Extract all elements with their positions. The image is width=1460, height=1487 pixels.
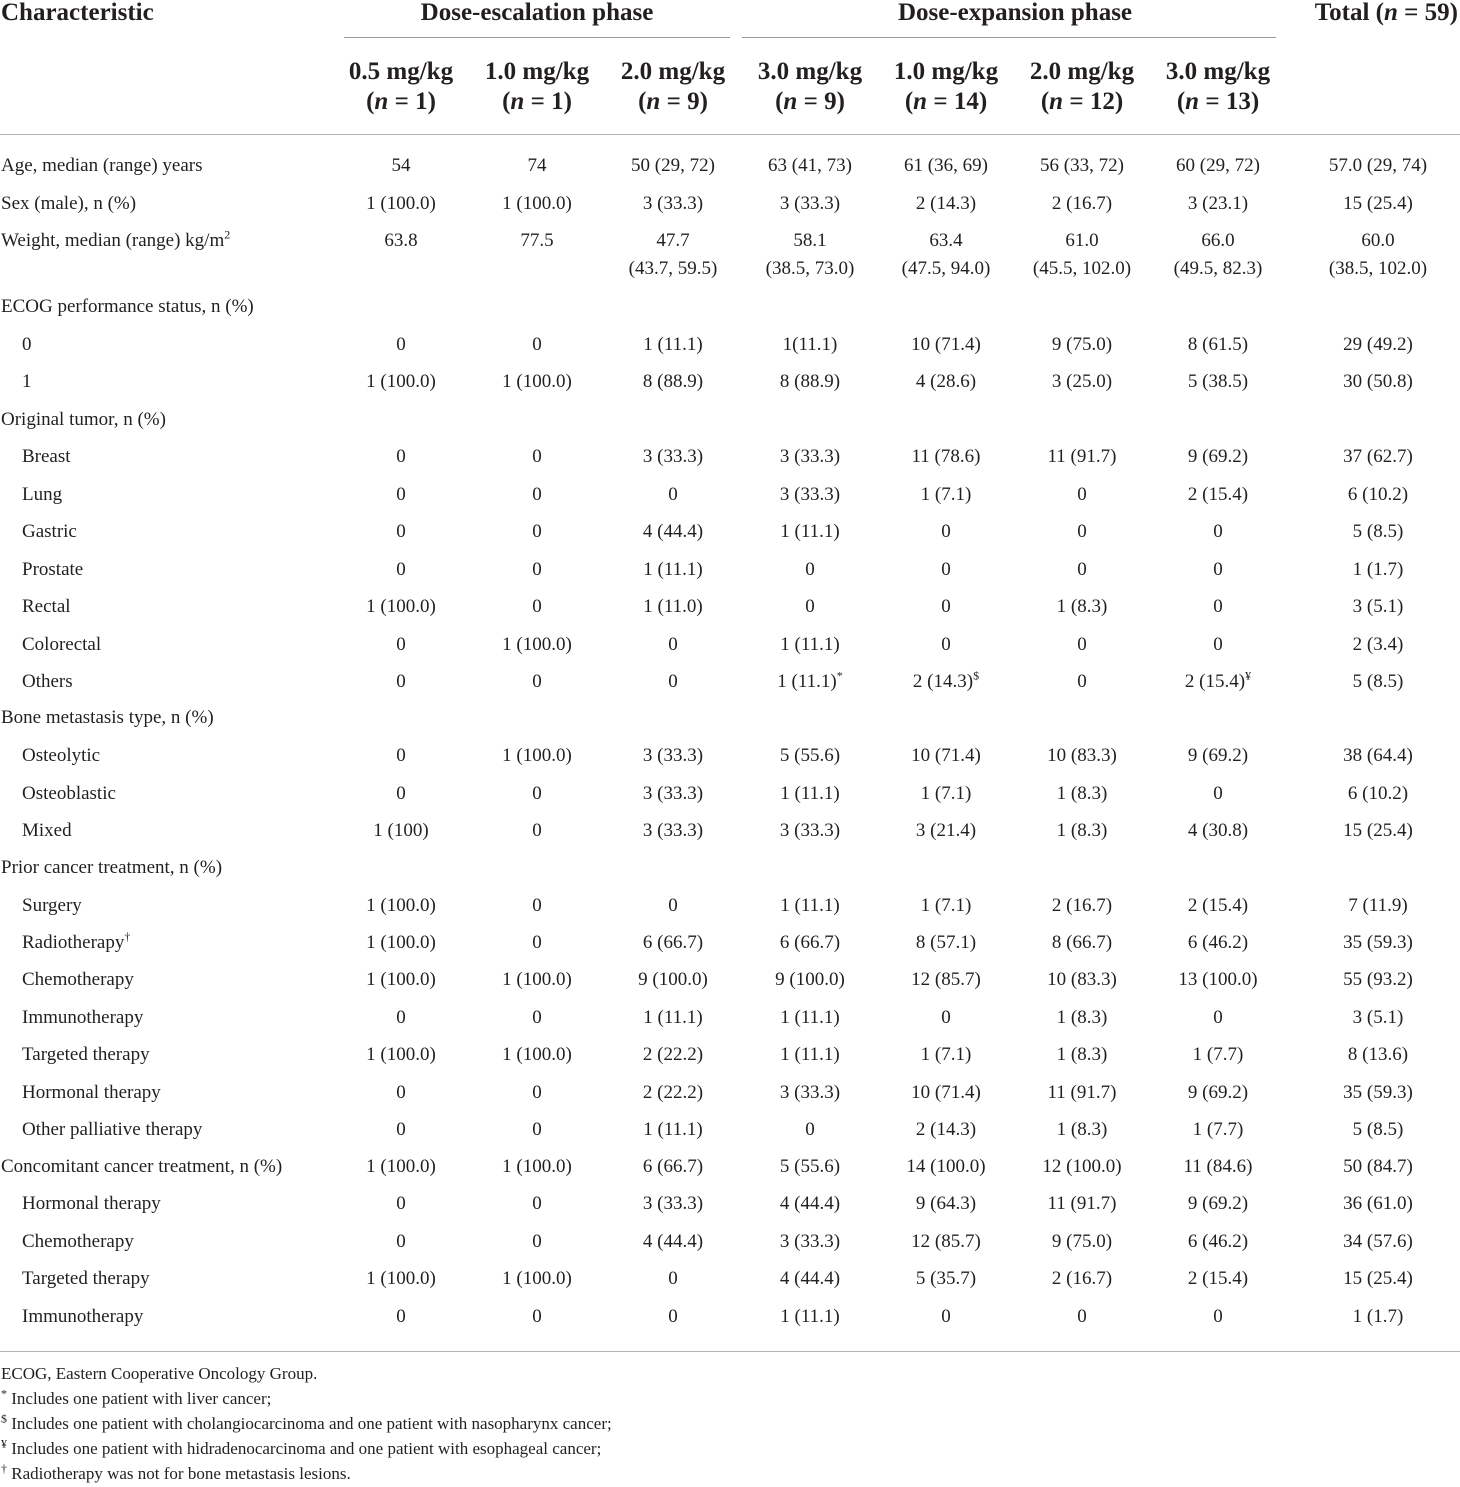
row-label: Prior cancer treatment, n (%) bbox=[1, 857, 223, 878]
table-cell: 1 (11.1) bbox=[780, 895, 840, 916]
table-cell: 13 (100.0) bbox=[1178, 969, 1258, 990]
table-cell: 1 (11.1) bbox=[780, 1007, 840, 1028]
table-cell-total: 50 (84.7) bbox=[1343, 1156, 1413, 1177]
table-cell: 0 bbox=[1077, 484, 1087, 505]
table-cell: 0 bbox=[668, 634, 678, 655]
table-cell: 0 bbox=[532, 932, 542, 953]
table-cell: 77.5 bbox=[520, 230, 554, 251]
table-cell: 0 bbox=[396, 1306, 406, 1327]
table-cell-total: 34 (57.6) bbox=[1343, 1231, 1413, 1252]
table-cell: 2 (15.4)¥ bbox=[1184, 668, 1252, 692]
table-cell: 1 (11.0) bbox=[643, 596, 703, 617]
table-cell: 9 (100.0) bbox=[638, 969, 708, 990]
row-label: Colorectal bbox=[22, 634, 102, 655]
row-label: Age, median (range) years bbox=[1, 155, 203, 176]
table-cell: 0 bbox=[805, 596, 815, 617]
table-cell: 8 (88.9) bbox=[642, 371, 704, 392]
table-cell: 3 (21.4) bbox=[915, 820, 977, 841]
row-label: Hormonal therapy bbox=[22, 1082, 161, 1103]
table-cell: 0 bbox=[532, 1193, 542, 1214]
table-cell: 10 (83.3) bbox=[1047, 745, 1117, 766]
table-cell: 0 bbox=[1077, 521, 1087, 542]
row-label: Concomitant cancer treatment, n (%) bbox=[1, 1156, 283, 1177]
table-cell-total: 35 (59.3) bbox=[1343, 932, 1413, 953]
table-cell: 3 (33.3) bbox=[779, 820, 841, 841]
row-label: Bone metastasis type, n (%) bbox=[1, 707, 214, 728]
table-cell: 3 (33.3) bbox=[642, 193, 704, 214]
table-cell: 4 (44.4) bbox=[642, 1231, 704, 1252]
table-cell-total: 3 (5.1) bbox=[1352, 1007, 1404, 1028]
table-cell-total: 36 (61.0) bbox=[1343, 1193, 1413, 1214]
row-label: Weight, median (range) $kg/m^2$ bbox=[1, 227, 231, 251]
table-cell: 0 bbox=[941, 1007, 951, 1028]
row-label: Prostate bbox=[22, 559, 84, 580]
table-cell: 6 (66.7) bbox=[642, 1156, 704, 1177]
column-header-dose-3: 2.0 mg/kg (n = 9) bbox=[620, 58, 726, 115]
table-cell: 1 (11.1) bbox=[780, 521, 840, 542]
table-cell: 2 (16.7) bbox=[1051, 1268, 1113, 1289]
table-cell: 14 (100.0) bbox=[906, 1156, 986, 1177]
column-header-dose-2: 1.0 mg/kg (n = 1) bbox=[484, 58, 590, 115]
table-cell: 1 (100.0) bbox=[366, 1268, 436, 1289]
table-cell-total: 15 (25.4) bbox=[1343, 1268, 1413, 1289]
footnote: $ Includes one patient with cholangiocarcinoma and one patient with nasopharynx cancer; bbox=[1, 1411, 612, 1433]
table-cell: 1 (8.3) bbox=[1056, 783, 1108, 804]
table-cell: 4 (44.4) bbox=[779, 1193, 841, 1214]
table-cell: 0 bbox=[1077, 559, 1087, 580]
group-underline-escalation bbox=[344, 37, 730, 38]
row-label: Others bbox=[22, 671, 73, 692]
table-cell: 0 bbox=[668, 1306, 678, 1327]
table-cell-total: 2 (3.4) bbox=[1352, 634, 1404, 655]
table-cell: 1 (100.0) bbox=[502, 1044, 572, 1065]
table-cell: 1 (8.3) bbox=[1056, 1119, 1108, 1140]
table-cell: 3 (33.3) bbox=[779, 193, 841, 214]
table-cell: 0 bbox=[941, 1306, 951, 1327]
table-cell: 11 (91.7) bbox=[1047, 1082, 1117, 1103]
table-cell: 12 (85.7) bbox=[911, 1231, 981, 1252]
table-cell: 1 (11.1) bbox=[643, 559, 703, 580]
row-label: Original tumor, n (%) bbox=[1, 409, 166, 430]
table-cell: 5 (38.5) bbox=[1187, 371, 1249, 392]
row-label: Surgery bbox=[22, 895, 82, 916]
table-cell: 3 (33.3) bbox=[642, 783, 704, 804]
column-header-dose-1: 0.5 mg/kg (n = 1) bbox=[348, 58, 454, 115]
table-cell: 0 bbox=[396, 1007, 406, 1028]
table-cell: 3 (33.3) bbox=[642, 820, 704, 841]
table-cell-total: 7 (11.9) bbox=[1348, 895, 1408, 916]
table-cell: 2 (14.3) bbox=[915, 193, 977, 214]
table-cell: 1 (7.1) bbox=[920, 1044, 972, 1065]
footnote: * Includes one patient with liver cancer; bbox=[1, 1386, 272, 1408]
table-cell: 9 (69.2) bbox=[1187, 1082, 1249, 1103]
table-cell: 0 bbox=[668, 671, 678, 692]
table-cell: 0 bbox=[532, 1306, 542, 1327]
table-cell: 0 bbox=[941, 596, 951, 617]
footnote: ¥ Includes one patient with hidradenocarcinoma and one patient with esophageal cancer; bbox=[1, 1436, 602, 1458]
table-cell: 6 (66.7) bbox=[642, 932, 704, 953]
table-cell: 1 (8.3) bbox=[1056, 1044, 1108, 1065]
footnote: ECOG, Eastern Cooperative Oncology Group. bbox=[1, 1364, 318, 1383]
table-cell: 63.4 (47.5, 94.0) bbox=[901, 230, 991, 279]
table-cell: 0 bbox=[396, 634, 406, 655]
table-cell: 0 bbox=[396, 559, 406, 580]
table-cell: 2 (15.4) bbox=[1187, 1268, 1249, 1289]
table-cell: 0 bbox=[1213, 1007, 1223, 1028]
row-label: Hormonal therapy bbox=[22, 1193, 161, 1214]
table-cell: 1 (100.0) bbox=[502, 1268, 572, 1289]
table-cell: 0 bbox=[1213, 596, 1223, 617]
table-cell: 1 (100.0) bbox=[366, 1044, 436, 1065]
column-group-dose-expansion: Dose-expansion phase bbox=[897, 0, 1133, 26]
row-label: 1 bbox=[22, 371, 32, 392]
table-cell: 4 (30.8) bbox=[1187, 820, 1249, 841]
row-label: Mixed bbox=[22, 820, 72, 841]
table-cell: 2 (14.3)$ bbox=[912, 668, 980, 692]
table-cell: 1 (11.1) bbox=[643, 1119, 703, 1140]
table-cell: 8 (61.5) bbox=[1187, 334, 1249, 355]
table-cell: 6 (46.2) bbox=[1187, 1231, 1249, 1252]
row-label: Immunotherapy bbox=[22, 1306, 144, 1327]
table-cell: 1 (100.0) bbox=[366, 1156, 436, 1177]
row-label: Chemotherapy bbox=[22, 969, 134, 990]
table-cell: 10 (71.4) bbox=[911, 334, 981, 355]
table-cell: 3 (33.3) bbox=[779, 484, 841, 505]
table-cell: 0 bbox=[941, 559, 951, 580]
table-cell-total: 3 (5.1) bbox=[1352, 596, 1404, 617]
row-label: Radiotherapy† bbox=[22, 929, 131, 953]
table-cell: 1 (8.3) bbox=[1056, 1007, 1108, 1028]
table-cell: 6 (46.2) bbox=[1187, 932, 1249, 953]
row-label: 0 bbox=[22, 334, 32, 355]
table-cell: 60 (29, 72) bbox=[1176, 155, 1260, 176]
table-cell: 2 (16.7) bbox=[1051, 895, 1113, 916]
column-header-total: Total (n = 59) bbox=[1314, 0, 1458, 26]
table-cell: 3 (33.3) bbox=[779, 1082, 841, 1103]
table-cell-total: 5 (8.5) bbox=[1352, 671, 1404, 692]
table-cell: 1 (100.0) bbox=[502, 371, 572, 392]
table-cell: 0 bbox=[1213, 521, 1223, 542]
table-cell: 1 (7.1) bbox=[920, 783, 972, 804]
table-cell: 10 (71.4) bbox=[911, 1082, 981, 1103]
table-cell: 0 bbox=[396, 1119, 406, 1140]
table-cell: 1 (100.0) bbox=[366, 193, 436, 214]
table-cell: 0 bbox=[396, 783, 406, 804]
column-group-dose-escalation: Dose-escalation phase bbox=[420, 0, 654, 26]
table-cell: 0 bbox=[532, 1231, 542, 1252]
group-underline-expansion bbox=[742, 37, 1276, 38]
table-cell: 0 bbox=[1213, 634, 1223, 655]
row-label: Sex (male), n (%) bbox=[1, 193, 137, 214]
table-cell: 0 bbox=[532, 671, 542, 692]
table-cell: 0 bbox=[532, 895, 542, 916]
row-label: Lung bbox=[22, 484, 63, 505]
table-cell: 61.0 (45.5, 102.0) bbox=[1032, 230, 1132, 279]
table-cell: 0 bbox=[1077, 634, 1087, 655]
table-cell-total: 37 (62.7) bbox=[1343, 446, 1413, 467]
table-cell: 63.8 bbox=[384, 230, 418, 251]
table-cell: 1 (8.3) bbox=[1056, 820, 1108, 841]
table-cell: 61 (36, 69) bbox=[904, 155, 988, 176]
table-cell-total: 29 (49.2) bbox=[1343, 334, 1413, 355]
table-cell: 9 (69.2) bbox=[1187, 446, 1249, 467]
table-cell: 0 bbox=[1213, 1306, 1223, 1327]
table-cell-total: 1 (1.7) bbox=[1352, 559, 1404, 580]
table-cell: 12 (85.7) bbox=[911, 969, 981, 990]
table-cell: 8 (88.9) bbox=[779, 371, 841, 392]
table-cell: 6 (66.7) bbox=[779, 932, 841, 953]
table-cell: 1 (11.1)* bbox=[777, 668, 843, 692]
table-cell: 0 bbox=[396, 1231, 406, 1252]
table-cell: 8 (57.1) bbox=[915, 932, 977, 953]
table-cell: 0 bbox=[396, 1082, 406, 1103]
table-cell: 0 bbox=[532, 1007, 542, 1028]
table-cell: 3 (33.3) bbox=[779, 446, 841, 467]
row-label: Targeted therapy bbox=[22, 1044, 150, 1065]
table-cell: 9 (75.0) bbox=[1051, 334, 1113, 355]
table-cell: 0 bbox=[1213, 783, 1223, 804]
table-bottom-rule bbox=[0, 1351, 1460, 1352]
table-cell: 1 (100.0) bbox=[366, 371, 436, 392]
table-cell: 10 (71.4) bbox=[911, 745, 981, 766]
table-cell: 2 (22.2) bbox=[642, 1044, 704, 1065]
table-cell: 1 (100.0) bbox=[502, 745, 572, 766]
table-cell: 11 (84.6) bbox=[1183, 1156, 1253, 1177]
table-cell: 1 (11.1) bbox=[780, 634, 840, 655]
table-cell: 1 (11.1) bbox=[780, 1306, 840, 1327]
table-cell-total: 6 (10.2) bbox=[1347, 783, 1409, 804]
table-cell-total: 60.0 (38.5, 102.0) bbox=[1328, 230, 1428, 279]
table-cell: 3 (23.1) bbox=[1187, 193, 1249, 214]
table-cell: 0 bbox=[396, 745, 406, 766]
table-cell: 9 (64.3) bbox=[915, 1193, 977, 1214]
table-cell: 0 bbox=[1213, 559, 1223, 580]
header-rule bbox=[0, 134, 1460, 135]
table-cell: 1 (100.0) bbox=[366, 895, 436, 916]
footnote: † Radiotherapy was not for bone metastasis lesions. bbox=[1, 1461, 351, 1483]
table-cell: 3 (33.3) bbox=[642, 745, 704, 766]
table-cell: 0 bbox=[532, 596, 542, 617]
column-header-dose-5: 1.0 mg/kg (n = 14) bbox=[893, 58, 999, 115]
table-cell: 10 (83.3) bbox=[1047, 969, 1117, 990]
table-cell: 0 bbox=[396, 671, 406, 692]
table-cell: 0 bbox=[532, 446, 542, 467]
table-cell: 5 (35.7) bbox=[915, 1268, 977, 1289]
row-label: Targeted therapy bbox=[22, 1268, 150, 1289]
row-label: Chemotherapy bbox=[22, 1231, 134, 1252]
table-cell: 1 (100.0) bbox=[502, 1156, 572, 1177]
table-cell: 0 bbox=[396, 484, 406, 505]
table-cell-total: 8 (13.6) bbox=[1347, 1044, 1409, 1065]
table-cell: 4 (44.4) bbox=[642, 521, 704, 542]
table-cell-total: 5 (8.5) bbox=[1352, 1119, 1404, 1140]
column-header-dose-6: 2.0 mg/kg (n = 12) bbox=[1029, 58, 1135, 115]
table-cell: 63 (41, 73) bbox=[768, 155, 852, 176]
column-header-characteristic: Characteristic bbox=[1, 0, 154, 26]
table-cell-total: 15 (25.4) bbox=[1343, 820, 1413, 841]
table-cell: 1(11.1) bbox=[782, 334, 838, 355]
table-cell: 1 (100.0) bbox=[366, 932, 436, 953]
table-cell: 1 (100.0) bbox=[502, 969, 572, 990]
table-cell: 2 (22.2) bbox=[642, 1082, 704, 1103]
table-cell: 1 (100.0) bbox=[366, 969, 436, 990]
row-label: Other palliative therapy bbox=[22, 1119, 203, 1140]
table-cell: 1 (7.7) bbox=[1192, 1119, 1244, 1140]
table-cell: 47.7 (43.7, 59.5) bbox=[628, 230, 718, 279]
table-cell: 0 bbox=[532, 820, 542, 841]
table-cell: 0 bbox=[396, 334, 406, 355]
table-cell: 0 bbox=[805, 1119, 815, 1140]
table-cell-total: 1 (1.7) bbox=[1352, 1306, 1404, 1327]
table-cell: 56 (33, 72) bbox=[1040, 155, 1124, 176]
table-cell: 11 (91.7) bbox=[1047, 1193, 1117, 1214]
table-cell: 5 (55.6) bbox=[779, 1156, 841, 1177]
table-cell: 58.1 (38.5, 73.0) bbox=[765, 230, 855, 279]
table-cell: 0 bbox=[941, 521, 951, 542]
table-cell: 2 (14.3) bbox=[915, 1119, 977, 1140]
table-cell: 0 bbox=[532, 1082, 542, 1103]
table-cell: 1 (7.1) bbox=[920, 895, 972, 916]
table-cell: 0 bbox=[532, 1119, 542, 1140]
table-cell: 1 (100.0) bbox=[502, 634, 572, 655]
table-cell: 1 (100.0) bbox=[366, 596, 436, 617]
table-cell: 0 bbox=[668, 895, 678, 916]
table-cell-total: 57.0 (29, 74) bbox=[1328, 155, 1428, 176]
table-cell: 74 bbox=[527, 155, 547, 176]
table-cell: 1 (11.1) bbox=[780, 783, 840, 804]
row-label: Immunotherapy bbox=[22, 1007, 144, 1028]
table-cell-total: 35 (59.3) bbox=[1343, 1082, 1413, 1103]
table-cell: 0 bbox=[532, 559, 542, 580]
table-cell: 0 bbox=[532, 521, 542, 542]
table-cell: 4 (28.6) bbox=[915, 371, 977, 392]
table-cell: 1 (100.0) bbox=[502, 193, 572, 214]
table-cell: 0 bbox=[396, 1193, 406, 1214]
table-cell: 3 (25.0) bbox=[1051, 371, 1113, 392]
table-cell: 0 bbox=[532, 484, 542, 505]
table-cell: 0 bbox=[941, 634, 951, 655]
table-cell: 0 bbox=[1077, 671, 1087, 692]
table-cell: 2 (15.4) bbox=[1187, 484, 1249, 505]
table-cell: 0 bbox=[396, 446, 406, 467]
column-header-dose-4: 3.0 mg/kg (n = 9) bbox=[757, 58, 863, 115]
table-cell-total: 30 (50.8) bbox=[1343, 371, 1413, 392]
table-cell: 0 bbox=[532, 783, 542, 804]
table-cell: 11 (78.6) bbox=[911, 446, 981, 467]
table-cell: 1 (11.1) bbox=[780, 1044, 840, 1065]
table-cell-total: 15 (25.4) bbox=[1343, 193, 1413, 214]
table-cell: 5 (55.6) bbox=[779, 745, 841, 766]
table-cell: 0 bbox=[805, 559, 815, 580]
row-label: Gastric bbox=[22, 521, 77, 542]
table-cell: 3 (33.3) bbox=[642, 1193, 704, 1214]
table-cell: 3 (33.3) bbox=[779, 1231, 841, 1252]
table-cell: 1 (11.1) bbox=[643, 334, 703, 355]
table-cell: 1 (7.7) bbox=[1192, 1044, 1244, 1065]
table-cell: 1 (8.3) bbox=[1056, 596, 1108, 617]
row-label: Breast bbox=[22, 446, 71, 467]
table-cell: 66.0 (49.5, 82.3) bbox=[1173, 230, 1263, 279]
table-cell: 1 (7.1) bbox=[920, 484, 972, 505]
table-cell: 1 (11.1) bbox=[643, 1007, 703, 1028]
table-cell: 9 (100.0) bbox=[775, 969, 845, 990]
table-cell: 2 (15.4) bbox=[1187, 895, 1249, 916]
table-cell-total: 55 (93.2) bbox=[1343, 969, 1413, 990]
table-cell: 0 bbox=[1077, 1306, 1087, 1327]
table-cell: 2 (16.7) bbox=[1051, 193, 1113, 214]
table-cell: 8 (66.7) bbox=[1051, 932, 1113, 953]
table-cell-total: 5 (8.5) bbox=[1352, 521, 1404, 542]
row-label: Osteolytic bbox=[22, 745, 101, 766]
table-cell: 0 bbox=[532, 334, 542, 355]
table-cell-total: 6 (10.2) bbox=[1347, 484, 1409, 505]
table-cell: 54 bbox=[391, 155, 411, 176]
table-cell: 1 (100) bbox=[373, 820, 429, 841]
table-cell: 9 (75.0) bbox=[1051, 1231, 1113, 1252]
table-cell: 0 bbox=[668, 484, 678, 505]
table-cell: 50 (29, 72) bbox=[631, 155, 715, 176]
row-label: Rectal bbox=[22, 596, 71, 617]
row-label: ECOG performance status, n (%) bbox=[1, 296, 254, 317]
table-cell-total: 38 (64.4) bbox=[1343, 745, 1413, 766]
table-cell: 12 (100.0) bbox=[1042, 1156, 1122, 1177]
table-cell: 11 (91.7) bbox=[1047, 446, 1117, 467]
row-label: Osteoblastic bbox=[22, 783, 116, 804]
table-cell: 0 bbox=[668, 1268, 678, 1289]
table-cell: 3 (33.3) bbox=[642, 446, 704, 467]
table-cell: 4 (44.4) bbox=[779, 1268, 841, 1289]
table-cell: 9 (69.2) bbox=[1187, 1193, 1249, 1214]
table-cell: 9 (69.2) bbox=[1187, 745, 1249, 766]
table-cell: 0 bbox=[396, 521, 406, 542]
column-header-dose-7: 3.0 mg/kg (n = 13) bbox=[1165, 58, 1271, 115]
